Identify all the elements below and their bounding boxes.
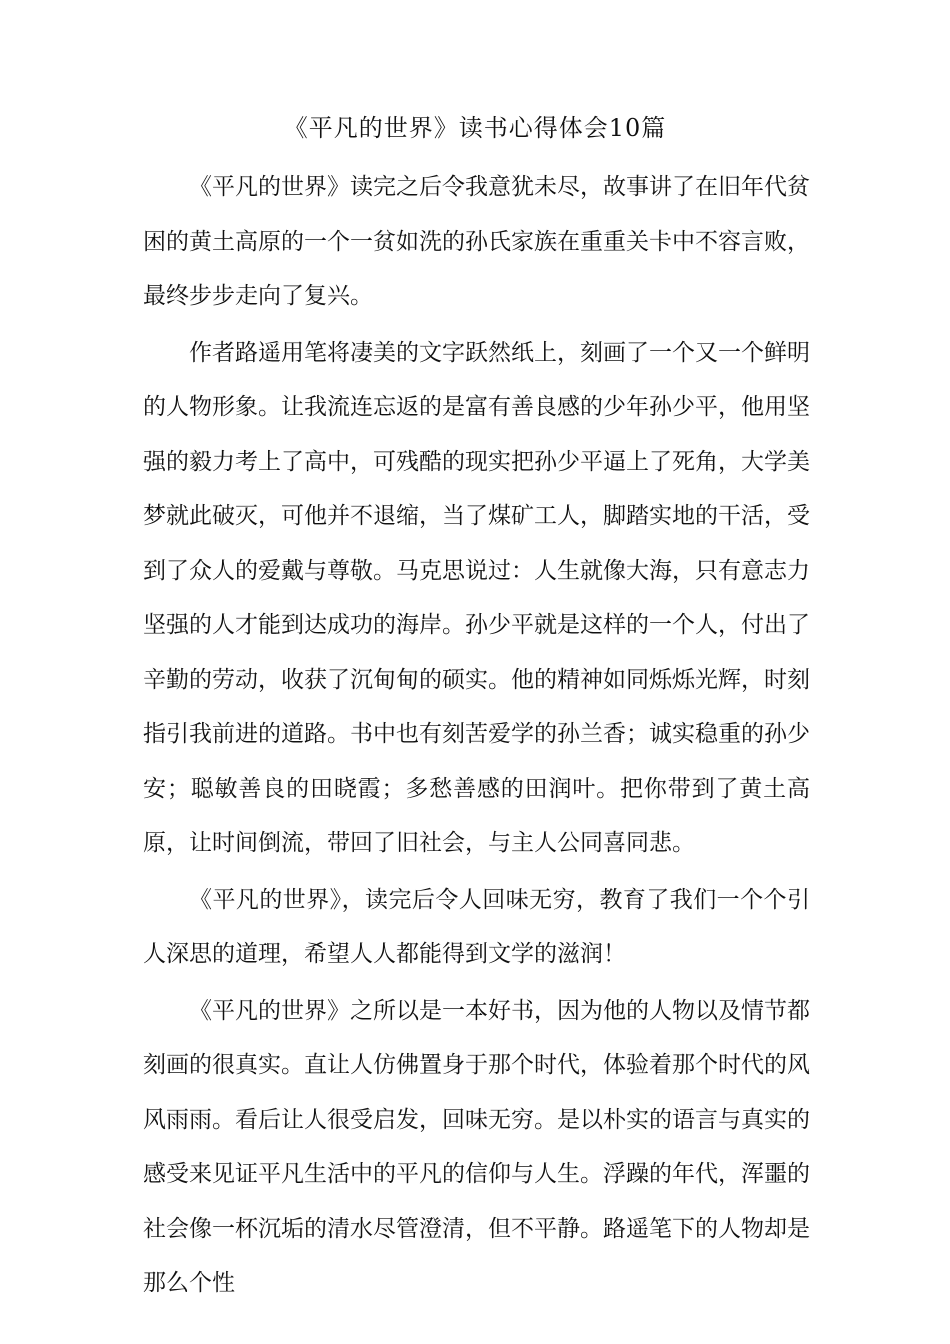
paragraph-2: 作者路遥用笔将凄美的文字跃然纸上，刻画了一个又一个鲜明的人物形象。让我流连忘返的是富有善良感的少年孙少平，他用坚强的毅力考上了高中，可残酷的现实把孙少平逼上了死角，大学美梦就此破灭，可他并不退缩，当了煤矿工人，脚踏实地的干活，受到了众人的爱戴与尊敬。马克思说过：人生就像大海，只有意志力坚强的人才能到达成功的海岸。孙少平就是这样的一个人，付出了辛勤的劳动，收获了沉甸甸的硕实。他的精神如同烁烁光辉，时刻指引我前进的道路。书中也有刻苦爱学的孙兰香；诚实稳重的孙少安；聪敏善良的田晓霞；多愁善感的田润叶。把你带到了黄土高原，让时间倒流，带回了旧社会，与主人公同喜同悲。 (143, 339, 810, 856)
document-body (143, 160, 810, 1313)
paragraph-3: 《平凡的世界》，读完后令人回味无穷，教育了我们一个个引人深思的道理，希望人人都能得到文学的滋润！ (143, 886, 810, 967)
document-title: 《平凡的世界》读书心得体会10篇 (283, 114, 667, 142)
paragraph-1: 《平凡的世界》读完之后令我意犹未尽，故事讲了在旧年代贫困的黄土高原的一个一贫如洗的孙氏家族在重重关卡中不容言败，最终步步走向了复兴。 (143, 174, 810, 309)
paragraph-4: 《平凡的世界》之所以是一本好书，因为他的人物以及情节都刻画的很真实。直让人仿佛置身于那个时代，体验着那个时代的风风雨雨。看后让人很受启发，回味无穷。是以朴实的语言与真实的感受来见证平凡生活中的平凡的信仰与人生。浮躁的年代，浑噩的社会像一杯沉垢的清水尽管澄清，但不平静。路遥笔下的人物却是那么个性 (143, 997, 810, 1296)
